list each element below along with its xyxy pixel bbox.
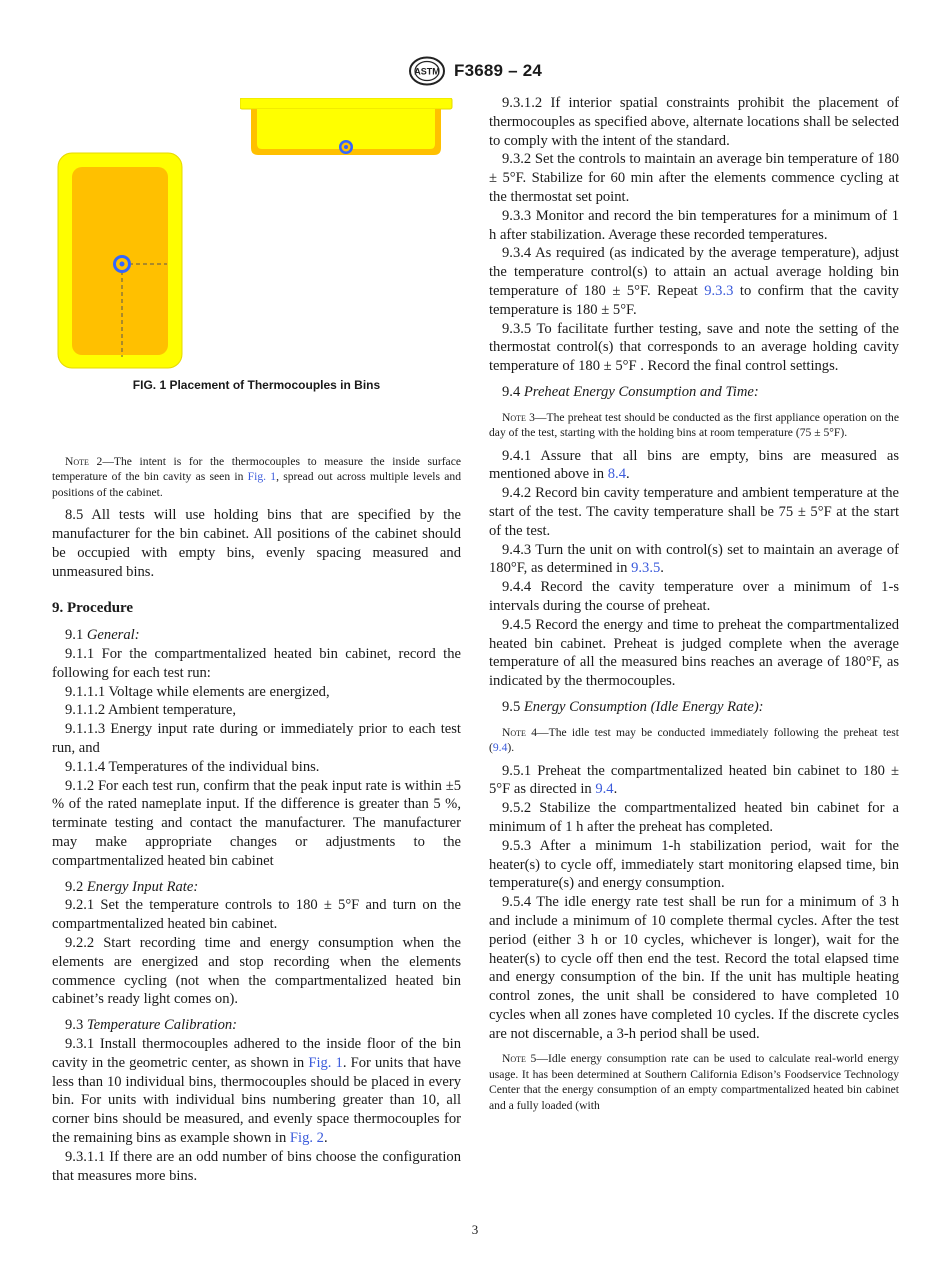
para-8-5: 8.5 All tests will use holding bins that are specified by the manufacturer for the bin cabinet. All positions of the cabinet should be occupied with empty bins, evenly spacing measured and unmeasured bins. [52,507,461,580]
ref-9-4-link[interactable]: 9.4 [595,781,614,798]
para-9-2-1: 9.2.1 Set the temperature controls to 180 ± 5°F and turn on the compartmentalized heated bin cabinet. [52,897,461,933]
ref-8-4-link[interactable]: 8.4 [607,466,626,483]
para-9-3: 9.3 Temperature Calibration: [65,1017,238,1034]
page-number: 3 [471,1222,479,1237]
para-9-5-4: 9.5.4 The idle energy rate test shall be run for a minimum of 3 h and include a minimum of 10 complete thermal cycles. After the test period (either 3 h or 10 cycles, whichever is longer), wait for the heater(s) to cycle off then end the test. Record the total elapsed time and energy consumption of the bin. If the unit has multiple heating control zones, the unit shall be considered to have completed 10 cycles when all zones have completed 10 cycles. If the discrete cycles are not discernable, a 3-h period shall be used. [489,894,899,1042]
astm-logo-text: ASTM [414,66,440,77]
note-5: Note 5—Idle energy consumption rate can be used to calculate real-world energy usage. It has been determined at Southern California Edison’s Foodservice Technology Center that the energy consumption of an empty compartmentalized heated bin cabinet and a fully loaded (with [489,1052,899,1112]
para-9-1-1: 9.1.1 For the compartmentalized heated bin cabinet, record the following for each test run: [52,646,461,681]
section-9-heading: 9. Procedure [52,600,134,617]
para-9-1-1-4: 9.1.1.4 Temperatures of the individual bins. [65,758,320,775]
ref-9-3-3-link[interactable]: 9.3.3 [704,282,734,299]
para-9-4-2: 9.4.2 Record bin cavity temperature and ambient temperature at the start of the test. The cavity temperature shall be 75 ± 5°F at the start of the test. [489,485,899,539]
para-9-1-1-1: 9.1.1.1 Voltage while elements are energized, [65,683,330,700]
para-9-3-5: 9.3.5 To facilitate further testing, save and note the setting of the thermostat control(s) that corresponds to an average holding cavity temperature of 180 ± 5°F . Record the final control settings. [489,320,899,375]
para-9-4-5: 9.4.5 Record the energy and time to preheat the compartmentalized heated bin cabinet. Preheat is judged complete when the average temperature of all the measured bins reaches an average of 180°F, as indicated by the thermocouples. [489,616,899,690]
para-9-4-3: 9.4.3 Turn the unit on with control(s) set to maintain an average of 180°F, as determined in 9.3.5. [489,541,899,577]
para-9-5-1: 9.5.1 Preheat the compartmentalized heated bin cabinet to 180 ± 5°F as directed in 9.4. [489,762,899,798]
para-9-2: 9.2 Energy Input Rate: [65,878,199,895]
para-9-5-3: 9.5.3 After a minimum 1-h stabilization period, wait for the heater(s) to cycle off, immediately start monitoring elapsed time, bin temperature(s) and energy consumption. [489,837,899,892]
para-9-3-1-1: 9.3.1.1 If there are an odd number of bins choose the configuration that measures more bins. [52,1148,461,1184]
para-9-1-1-2: 9.1.1.2 Ambient temperature, [65,702,237,719]
fig1-link[interactable]: Fig. 1 [247,470,277,484]
para-9-3-4: 9.3.4 As required (as indicated by the average temperature), adjust the temperature control(s) to attain an actual average holding bin temperature of 180 ± 5°F. Repeat 9.3.3 to confirm that the cavity temperature is 180 ± 5°F. [489,245,899,318]
document-code: F3689 – 24 [453,61,542,80]
para-9-3-3: 9.3.3 Monitor and record the bin temperatures for a minimum of 1 h after stabilization. Average these recorded temperatures. [489,207,899,243]
para-9-5-2: 9.5.2 Stabilize the compartmentalized heated bin cabinet for a minimum of 1 h after the preheat has completed. [489,800,899,835]
para-9-1: 9.1 General: [65,627,140,644]
figure-1 [52,94,461,394]
ref-9-4-link[interactable]: 9.4 [492,741,508,755]
fig2-link[interactable]: Fig. 2 [289,1129,324,1146]
para-9-1-2: 9.1.2 For each test run, confirm that the peak input rate is within ±5 % of the rated nameplate input. If the difference is greater than 5 %, terminate testing and contact the manufacturer. The manufacturer may make appropriate changes or adjustments to the compartmentalized heated bin cabinet [52,777,461,869]
bin-top-view [57,152,184,370]
right-column [489,94,899,1119]
note-4: Note 4—The idle test may be conducted immediately following the preheat test (9.4). [489,725,899,755]
para-9-4: 9.4 Preheat Energy Consumption and Time: [502,383,759,400]
para-9-3-2: 9.3.2 Set the controls to maintain an average bin temperature of 180 ± 5°F. Stabilize for 60 min after the elements commence cycling at the thermostat set point. [489,151,899,205]
note-3: Note 3—The preheat test should be conducted as the first appliance operation on the day of the test, starting with the holding bins at room temperature (75 ± 5°F). [489,410,899,440]
para-9-1-1-3: 9.1.1.3 Energy input rate during or immediately prior to each test run, and [52,721,461,756]
para-9-3-1: 9.3.1 Install thermocouples adhered to the inside floor of the bin cavity in the geometric center, as shown in Fig. 1. For units that have less than 10 individual bins, thermocouples should be placed in every bin. For units with individual bins numbering greater than 10, all corner bins should be measured, and evenly space thermocouples for the remaining bins as example shown in Fig. 2. [52,1035,461,1146]
para-9-5: 9.5 Energy Consumption (Idle Energy Rate): [502,698,764,715]
para-9-3-1-2: 9.3.1.2 If interior spatial constraints prohibit the placement of thermocouples as specified above, alternate locations shall be selected to comply with the intent of the standard. [489,95,899,149]
astm-logo-icon [408,56,446,86]
page-header [0,56,950,86]
para-9-2-2: 9.2.2 Start recording time and energy consumption when the elements are energized and stop recording when the elements commence cycling (not when the compartmentalized heated bin cabinet’s ready light comes on). [52,934,461,1008]
note-2: Note 2—The intent is for the thermocouples to measure the inside surface temperature of the bin cavity as seen in Fig. 1, spread out across multiple levels and positions of the cabinet. [52,455,461,499]
left-column [52,94,461,1185]
bin-side-view [240,98,454,158]
para-9-4-1: 9.4.1 Assure that all bins are empty, bins are measured as mentioned above in 8.4. [489,447,899,483]
fig1-link[interactable]: Fig. 1 [308,1054,343,1071]
figure-caption: FIG. 1 Placement of Thermocouples in Bins [132,378,381,392]
ref-9-3-5-link[interactable]: 9.3.5 [631,560,661,577]
para-9-4-4: 9.4.4 Record the cavity temperature over a minimum of 1-s intervals during the course of preheat. [489,579,899,614]
